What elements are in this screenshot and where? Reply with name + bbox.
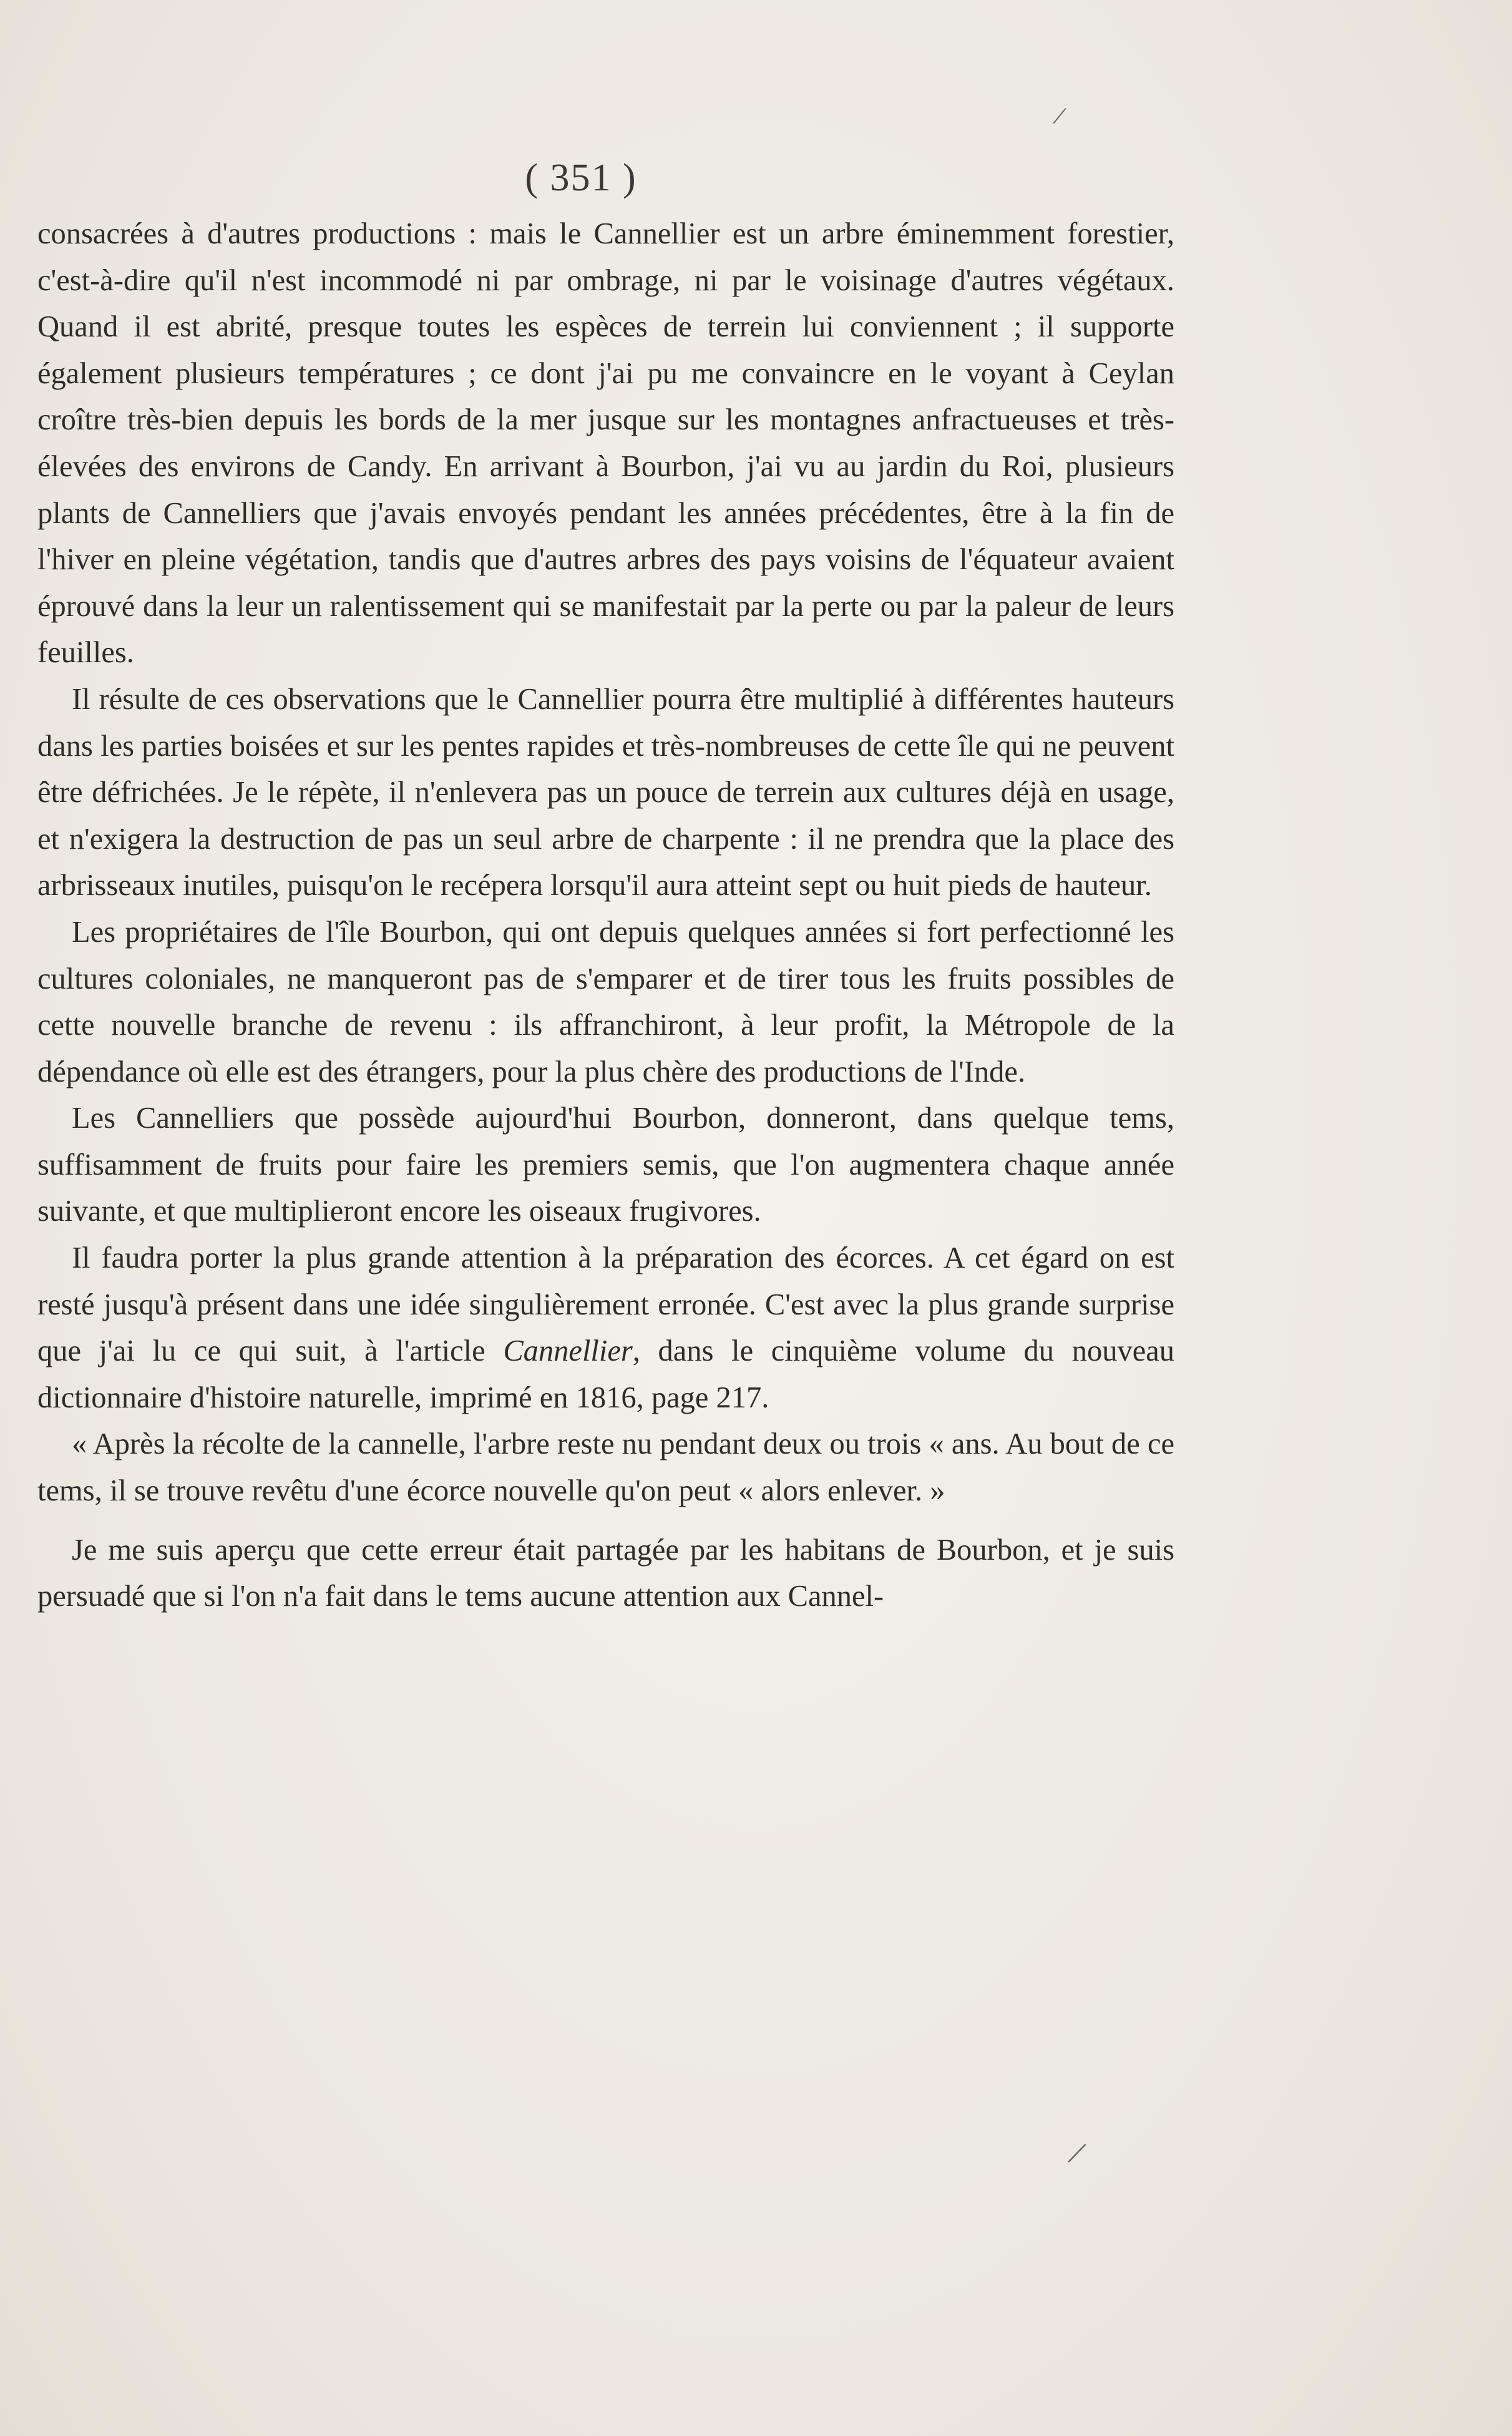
pencil-mark-top: / [1050,100,1069,132]
body-text [37,211,1174,1620]
paragraph-6-quotation: « Après la récolte de la cannelle, l'arbre reste nu pendant deux ou trois « ans. Au bout de ce tems, il se trouve revêtu d'une écorce nouvelle qu'on peut « alors enlever. » [37,1427,1174,1508]
paragraph-7: Je me suis aperçu que cette erreur était partagée par les habitans de Bourbon, et je suis persuadé que si l'on n'a fait dans le tems aucune attention aux Cannel- [37,1533,1174,1613]
paragraph-5-text-before: Il faudra porter la plus grande attention à la préparation des écorces. A cet égard on est resté jusqu'à présent dans une idée singulièrement erronée. C'est avec la plus grande surprise que j'ai lu ce qui suit, à l'article [37,1241,1174,1368]
paragraph-2: Il résulte de ces observations que le Cannellier pourra être multiplié à différentes hauteurs dans les parties boisées et sur les pentes rapides et très-nombreuses de cette île qui ne peuvent être défrichées. Je le répète, il n'enlevera pas un pouce de terrein aux cultures déjà en usage, et n'exigera la destruction de pas un seul arbre de charpente : il ne prendra que la place des arbrisseaux inutiles, puisqu'on le recépera lorsqu'il aura atteint sept ou huit pieds de hauteur. [37,682,1174,902]
page-number: ( 351 ) [525,157,637,199]
paragraph-3: Les propriétaires de l'île Bourbon, qui ont depuis quelques années si fort perfectionné les cultures coloniales, ne manqueront pas de s'emparer et de tirer tous les fruits possibles de cette nouvelle branche de revenu : ils affranchiront, à leur profit, la Métropole de la dépendance où elle est des étrangers, pour la plus chère des productions de l'Inde. [37,915,1174,1088]
paragraph-5-text-after: , dans le cinquième volume du nouveau dictionnaire d'histoire naturelle, imprimé en 1816, page 217. [37,1334,1174,1414]
paragraph-5 [37,1235,1174,1421]
paragraph-5-italic-term: Cannellier [503,1334,633,1368]
paragraph-1: consacrées à d'autres productions : mais le Cannellier est un arbre éminemment forestier, c'est-à-dire qu'il n'est incommodé ni par ombrage, ni par le voisinage d'autres végétaux. Quand il est abrité, presque toutes les espèces de terrein lui conviennent ; il supporte également plusieurs températures ; ce dont j'ai pu me convaincre en le voyant à Ceylan croître très-bien depuis les bords de la mer jusque sur les montagnes anfractueuses et très-élevées des environs de Candy. En arrivant à Bourbon, j'ai vu au jardin du Roi, plusieurs plants de Cannelliers que j'avais envoyés pendant les années précédentes, être à la fin de l'hiver en pleine végétation, tandis que d'autres arbres des pays voisins de l'équateur avaient éprouvé dans la leur un ralentissement qui se manifestait par la perte ou par la paleur de leurs feuilles. [37,217,1174,670]
paragraph-4: Les Cannelliers que possède aujourd'hui Bourbon, donneront, dans quelque tems, suffisamment de fruits pour faire les premiers semis, que l'on augmentera chaque année suivante, et que multiplieront encore les oiseaux frugivores. [37,1102,1174,1228]
pencil-mark-bottom: / [1064,2133,1090,2173]
